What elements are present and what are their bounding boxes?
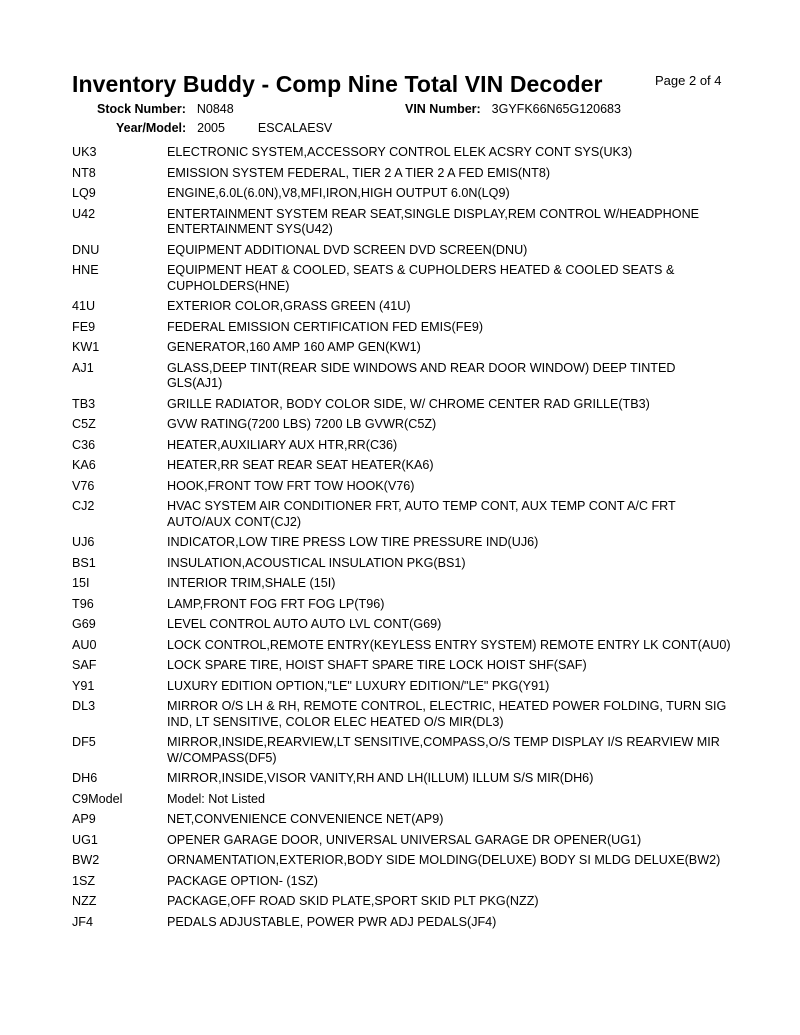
option-row [72,438,732,454]
option-code: C9Model [72,791,123,806]
option-row [72,479,732,495]
option-description: MIRROR,INSIDE,REARVIEW,LT SENSITIVE,COMPASS,O/S TEMP DISPLAY I/S REARVIEW MIR W/COMPASS(DF5) [167,735,720,765]
option-row [72,207,732,238]
vin-number-field [405,102,621,116]
option-code: UK3 [72,145,97,159]
document-title: Inventory Buddy - Comp Nine Total VIN Decoder [72,71,603,97]
option-row [72,833,732,849]
option-code: BS1 [72,555,96,570]
option-code: FE9 [72,319,96,334]
option-row [72,812,732,828]
option-code: G69 [72,617,96,631]
option-row [72,556,732,572]
option-description: OPENER GARAGE DOOR, UNIVERSAL UNIVERSAL GARAGE DR OPENER(UG1) [167,832,642,847]
option-row [72,166,732,182]
option-description: ORNAMENTATION,EXTERIOR,BODY SIDE MOLDING(DELUXE) BODY SI MLDG DELUXE(BW2) [167,853,721,867]
option-description: EMISSION SYSTEM FEDERAL, TIER 2 A TIER 2 A FED EMIS(NT8) [167,165,551,180]
option-description: HVAC SYSTEM AIR CONDITIONER FRT, AUTO TEMP CONT, AUX TEMP CONT A/C FRT AUTO/AUX CONT(CJ2) [167,499,676,529]
option-code: 41U [72,299,96,313]
option-code: CJ2 [72,499,95,513]
option-description: LAMP,FRONT FOG FRT FOG LP(T96) [167,596,385,611]
option-description: EQUIPMENT ADDITIONAL DVD SCREEN DVD SCREEN(DNU) [167,242,528,257]
option-description: PACKAGE,OFF ROAD SKID PLATE,SPORT SKID PLT PKG(NZZ) [167,894,539,908]
option-code: V76 [72,478,95,493]
option-row [72,679,732,695]
option-code: KW1 [72,340,100,354]
option-row [72,792,732,808]
option-row [72,458,732,474]
option-description: LUXURY EDITION OPTION,"LE" LUXURY EDITION/"LE" PKG(Y91) [167,678,550,693]
option-code: KA6 [72,458,96,472]
option-code: LQ9 [72,186,96,200]
option-row [72,735,732,766]
option-code: 15I [72,576,90,590]
option-row [72,699,732,730]
option-row [72,638,732,654]
option-row [72,771,732,787]
option-description: PACKAGE OPTION- (1SZ) [167,873,318,888]
option-code: 1SZ [72,873,96,888]
option-code: DNU [72,242,100,257]
option-description: EQUIPMENT HEAT & COOLED, SEATS & CUPHOLDERS HEATED & COOLED SEATS & CUPHOLDERS(HNE) [167,263,675,293]
option-row [72,535,732,551]
option-code: UG1 [72,832,98,847]
option-code-list [72,145,732,935]
option-code: DF5 [72,735,96,749]
option-row [72,340,732,356]
option-row [72,597,732,613]
option-row [72,576,732,592]
option-description: LOCK CONTROL,REMOTE ENTRY(KEYLESS ENTRY SYSTEM) REMOTE ENTRY LK CONT(AU0) [167,637,731,652]
option-row [72,299,732,315]
year-value: 2005 [197,121,225,135]
option-row [72,874,732,890]
option-code: HNE [72,263,99,277]
option-description: HEATER,RR SEAT REAR SEAT HEATER(KA6) [167,458,434,472]
option-description: INDICATOR,LOW TIRE PRESS LOW TIRE PRESSURE IND(UJ6) [167,535,539,549]
stock-number-field [97,102,234,116]
option-row [72,853,732,869]
option-description: FEDERAL EMISSION CERTIFICATION FED EMIS(FE9) [167,319,484,334]
option-description: GRILLE RADIATOR, BODY COLOR SIDE, W/ CHROME CENTER RAD GRILLE(TB3) [167,396,650,411]
year-model-label: Year/Model: [116,121,187,135]
option-code: AP9 [72,812,96,826]
option-code: C5Z [72,417,96,431]
option-row [72,186,732,202]
option-description: MIRROR,INSIDE,VISOR VANITY,RH AND LH(ILLUM) ILLUM S/S MIR(DH6) [167,771,594,785]
option-code: TB3 [72,396,96,411]
option-description: GLASS,DEEP TINT(REAR SIDE WINDOWS AND REAR DOOR WINDOW) DEEP TINTED GLS(AJ1) [167,360,676,390]
option-description: INTERIOR TRIM,SHALE (15I) [167,576,336,590]
option-description: ENGINE,6.0L(6.0N),V8,MFI,IRON,HIGH OUTPUT 6.0N(LQ9) [167,186,510,200]
option-code: T96 [72,596,94,611]
option-row [72,243,732,259]
option-row [72,894,732,910]
option-description: GVW RATING(7200 LBS) 7200 LB GVWR(C5Z) [167,417,437,431]
option-code: SAF [72,658,97,672]
option-row [72,617,732,633]
option-description: PEDALS ADJUSTABLE, POWER PWR ADJ PEDALS(JF4) [167,914,497,929]
option-description: NET,CONVENIENCE CONVENIENCE NET(AP9) [167,812,444,826]
option-description: EXTERIOR COLOR,GRASS GREEN (41U) [167,299,411,313]
option-code: Y91 [72,678,95,693]
vin-number-value: 3GYFK66N65G120683 [491,102,621,116]
option-description: ELECTRONIC SYSTEM,ACCESSORY CONTROL ELEK ACSRY CONT SYS(UK3) [167,145,633,159]
option-code: DL3 [72,699,96,713]
option-code: C36 [72,437,96,452]
option-description: HOOK,FRONT TOW FRT TOW HOOK(V76) [167,478,415,493]
page-number: Page 2 of 4 [655,73,722,88]
option-description: Model: Not Listed [167,791,266,806]
model-value: ESCALAESV [257,121,333,135]
option-row [72,320,732,336]
stock-number-value: N0848 [196,102,234,116]
option-code: AU0 [72,637,97,652]
option-code: U42 [72,206,96,221]
vin-number-label: VIN Number: [405,102,481,116]
year-model-field [116,121,332,135]
option-code: BW2 [72,853,100,867]
option-code: JF4 [72,914,93,929]
option-row [72,499,732,530]
option-code: NZZ [72,894,97,908]
option-description: INSULATION,ACOUSTICAL INSULATION PKG(BS1) [167,555,466,570]
option-description: LOCK SPARE TIRE, HOIST SHAFT SPARE TIRE LOCK HOIST SHF(SAF) [167,658,587,672]
option-row [72,145,732,161]
option-row [72,658,732,674]
option-code: DH6 [72,771,98,785]
option-row [72,915,732,931]
stock-number-label: Stock Number: [97,102,186,116]
option-description: MIRROR O/S LH & RH, REMOTE CONTROL, ELECTRIC, HEATED POWER FOLDING, TURN SIG IND, LT SENSITIVE, COLOR ELEC HEATED O/S MIR(DL3) [167,699,727,729]
option-row [72,397,732,413]
option-row [72,263,732,294]
option-code: UJ6 [72,535,95,549]
option-description: GENERATOR,160 AMP 160 AMP GEN(KW1) [167,340,421,354]
option-row [72,361,732,392]
option-code: NT8 [72,165,96,180]
option-description: LEVEL CONTROL AUTO AUTO LVL CONT(G69) [167,617,442,631]
option-description: HEATER,AUXILIARY AUX HTR,RR(C36) [167,437,398,452]
option-code: AJ1 [72,360,94,375]
option-description: ENTERTAINMENT SYSTEM REAR SEAT,SINGLE DISPLAY,REM CONTROL W/HEADPHONE ENTERTAINMENT SYS(U42) [167,206,700,236]
option-row [72,417,732,433]
